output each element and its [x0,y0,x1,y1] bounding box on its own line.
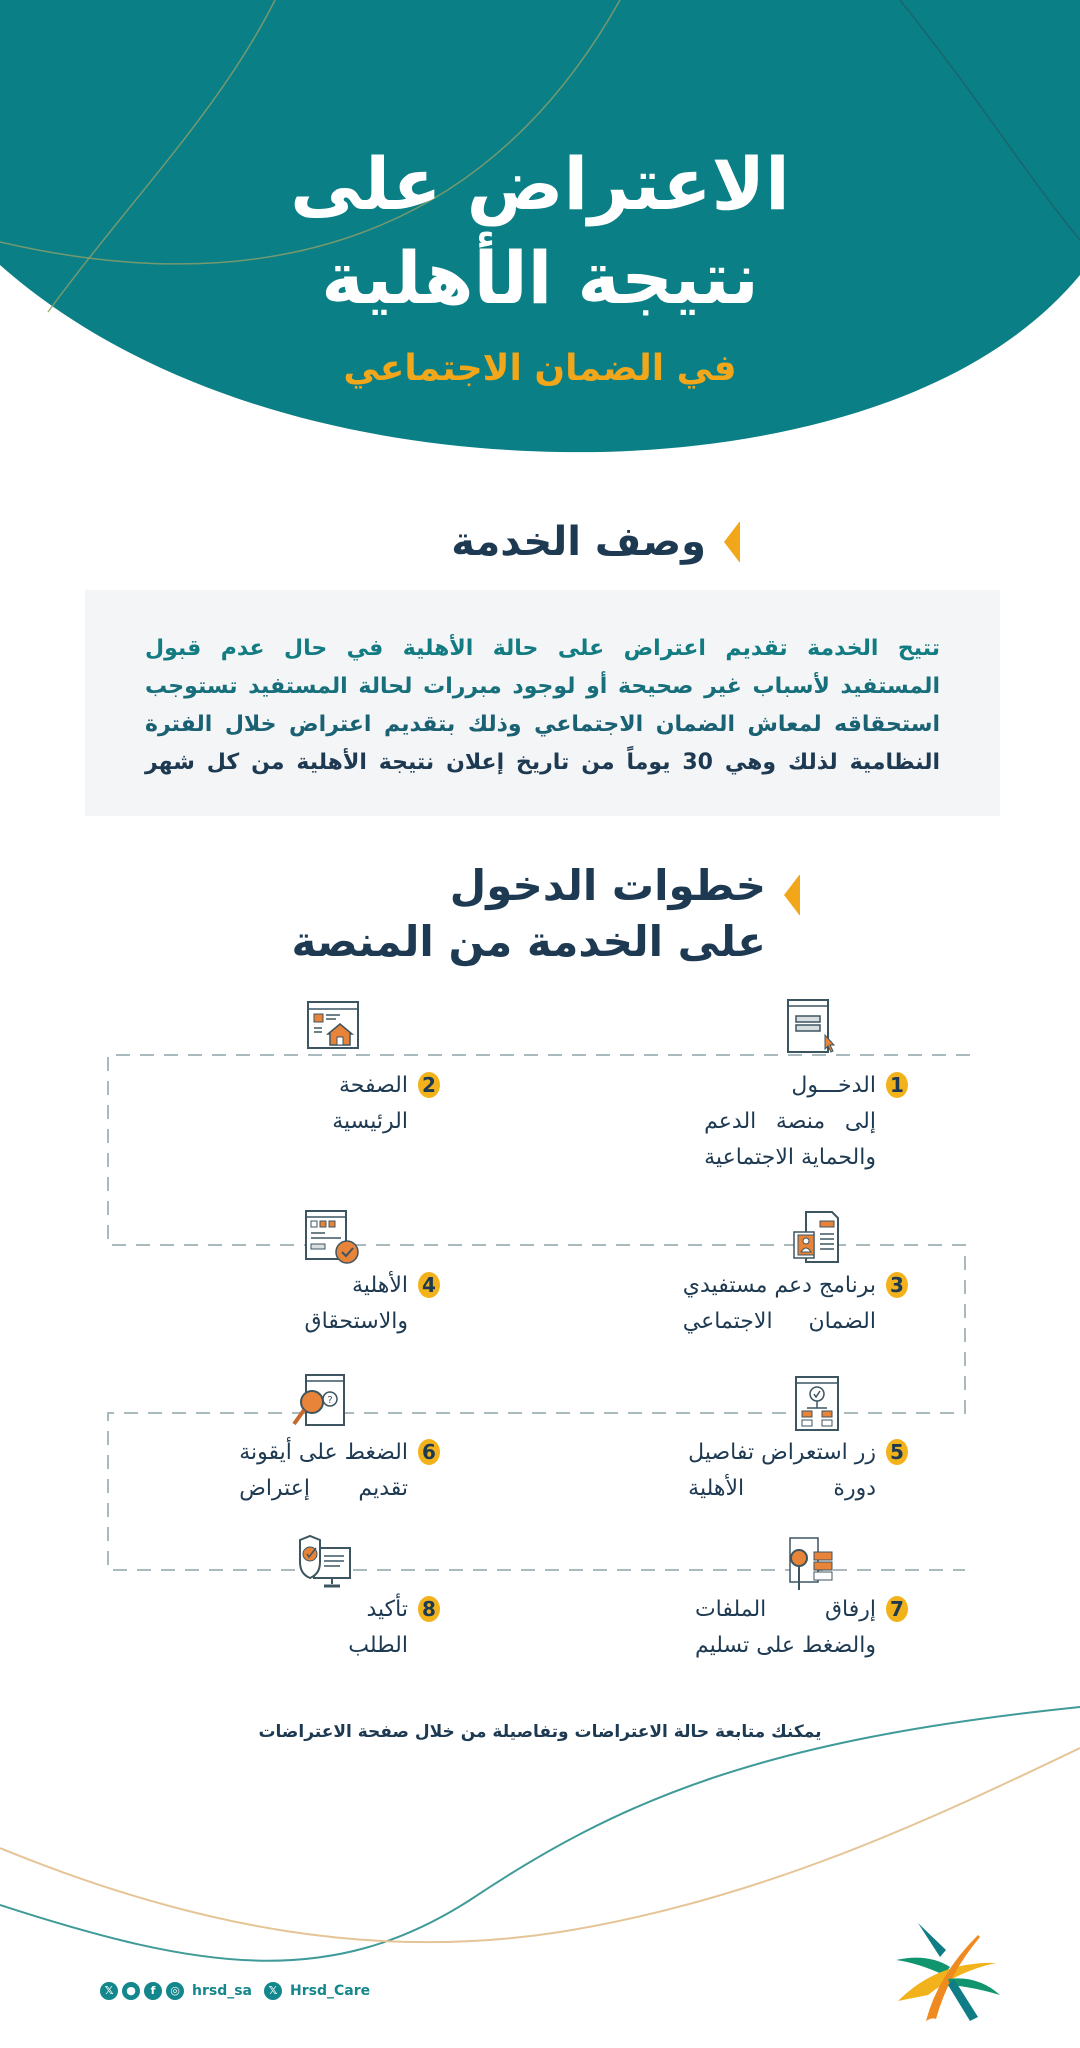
step-2 [332,1068,440,1140]
home-page-icon [304,998,362,1056]
hero-subtitle: في الضمان الاجتماعي [343,348,737,389]
step-line: إلى منصة الدعم [704,1109,876,1134]
step-6 [239,1435,440,1507]
svg-text:?: ? [327,1395,333,1406]
attach-files-icon [782,1534,840,1592]
step-line: الدخـــول [791,1073,876,1098]
steps-title-line-1: خطوات الدخول [449,861,766,910]
step-1 [704,1068,908,1176]
heading-marker-icon [724,521,740,563]
step-number-badge: 7 [886,1596,908,1622]
step-number-badge: 2 [418,1072,440,1098]
step-number-badge: 1 [886,1072,908,1098]
hero-title-line-1: الاعتراض على [290,142,790,226]
description-line: المستفيد لأسباب غير صحيحة أو لوجود مبررات لحالة المستفيد تستوجب [145,674,940,699]
step-4 [305,1268,440,1340]
step-line: إرفاق الملفات [694,1597,876,1622]
step-line: تقديم إعتراض [239,1476,408,1501]
description-line: النظامية لذلك وهي 30 يوماً من تاريخ إعلان نتيجة الأهلية من كل شهر [145,750,941,775]
x-icon[interactable]: 𝕏 [100,1982,118,2000]
step-line: زر استعراض تفاصيل [688,1440,876,1465]
step-number-badge: 4 [418,1272,440,1298]
description-line: استحقاقه لمعاش الضمان الاجتماعي وذلك بتقديم اعتراض خلال الفترة [145,712,940,737]
footer-note: يمكنك متابعة حالة الاعتراضات وتفاصيلة من خلال صفحة الاعتراضات [258,1722,822,1742]
step-line: دورة الأهلية [688,1476,876,1501]
steps-heading [292,858,801,970]
step-number-badge: 5 [886,1439,908,1465]
step-line: والضغط على تسليم [694,1633,876,1658]
step-line: الصفحة [338,1073,408,1098]
description-line: تتيح الخدمة تقديم اعتراض على حالة الأهلية في حال عدم قبول [145,636,940,661]
snapchat-icon[interactable]: ● [122,1982,140,2000]
step-line: الأهلية [352,1273,408,1298]
step-7 [695,1592,908,1664]
step-line: برنامج دعم مستفيدي [682,1273,876,1298]
hrsd-logo-icon [888,1915,1006,2025]
heading-marker-icon [784,874,800,916]
step-number-badge: 3 [886,1272,908,1298]
step-3 [683,1268,908,1340]
facebook-icon[interactable]: f [144,1982,162,2000]
service-description-title: وصف الخدمة [451,519,706,565]
service-description-box [85,590,1000,816]
step-line: تأكيد [366,1597,408,1622]
service-description-heading [451,515,740,569]
step-8 [348,1592,440,1664]
beneficiary-document-icon [788,1208,846,1266]
instagram-icon[interactable]: ◎ [166,1982,184,2000]
social-bar [100,1982,378,2000]
flow-chart-icon [788,1374,846,1432]
step-line: الضمان الاجتماعي [682,1309,876,1334]
search-question-icon [290,1372,348,1430]
step-number-badge: 8 [418,1596,440,1622]
step-line: والحماية الاجتماعية [704,1145,876,1170]
footer-wave-gold [0,1748,1080,1942]
hero-title-line-2: نتيجة الأهلية [321,236,759,320]
care-handle[interactable]: Hrsd_Care [290,1983,371,1999]
login-form-icon [783,997,841,1055]
x-icon[interactable]: 𝕏 [264,1982,282,2000]
step-line: والاستحقاق [304,1309,408,1334]
step-line: الطلب [348,1633,408,1658]
step-line: الرئيسية [332,1109,408,1134]
confirm-request-icon [296,1534,354,1592]
step-line: الضغط على أيقونة [239,1440,408,1465]
step-5 [688,1435,908,1507]
eligibility-check-icon [303,1208,361,1266]
social-handle[interactable]: hrsd_sa [192,1983,253,1999]
step-number-badge: 6 [418,1439,440,1465]
steps-title-line-2: على الخدمة من المنصة [291,917,766,966]
